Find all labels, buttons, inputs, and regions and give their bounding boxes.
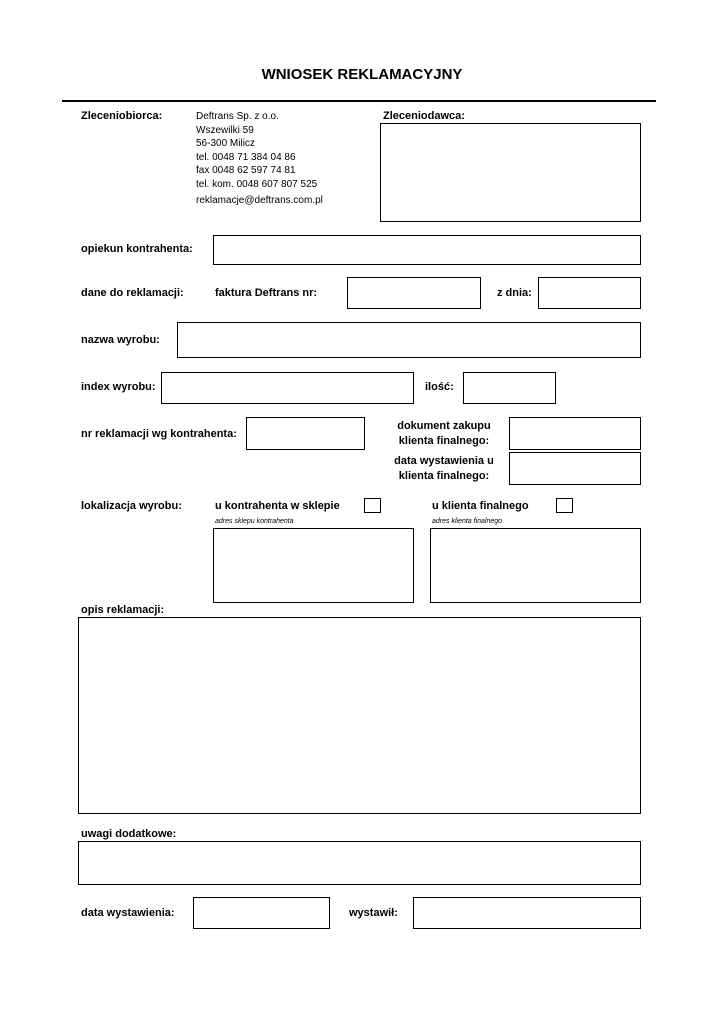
description-field[interactable] [78,617,641,814]
issue-date-field[interactable] [193,897,330,929]
purchase-doc-field[interactable] [509,417,641,450]
contractor-line: tel. kom. 0048 607 807 525 [196,178,318,190]
quantity-label: ilość: [425,381,454,393]
purchase-doc-label [388,419,500,449]
invoice-label: faktura Deftrans nr: [215,287,318,299]
purchase-doc-label-line: klienta finalnego: [398,435,490,447]
final-issue-date-field[interactable] [509,452,641,485]
form-title: WNIOSEK REKLAMACYJNY [261,66,463,83]
contractor-address [196,110,323,207]
final-issue-date-label [388,454,500,484]
final-issue-date-label-line: klienta finalnego: [398,470,490,482]
remarks-label: uwagi dodatkowe: [81,828,177,840]
store-address-field[interactable] [213,528,414,603]
store-address-note: adres sklepu kontrahenta [215,518,294,525]
product-index-label: index wyrobu: [81,381,156,393]
complaint-data-label: dane do reklamacji: [81,287,184,299]
description-label: opis reklamacji: [81,604,165,616]
issue-date-label: data wystawienia: [81,907,175,919]
title-divider [62,100,656,102]
quantity-field[interactable] [463,372,556,404]
contractor-email: reklamacje@deftrans.com.pl [196,194,323,206]
location-final-label: u klienta finalnego [432,500,529,512]
contractor-complaint-label: nr reklamacji wg kontrahenta: [81,428,237,440]
final-issue-date-label-line: data wystawienia u [394,455,494,467]
purchase-doc-label-line: dokument zakupu [397,420,491,432]
final-address-field[interactable] [430,528,641,603]
contractor-line: 56-300 Milicz [196,138,255,150]
contractor-line: Wszewilki 59 [196,124,254,136]
account-manager-field[interactable] [213,235,641,265]
location-store-label: u kontrahenta w sklepie [215,500,340,512]
product-name-field[interactable] [177,322,641,358]
client-label: Zleceniodawca: [383,110,465,122]
account-manager-label: opiekun kontrahenta: [81,243,193,255]
contractor-line: Deftrans Sp. z o.o. [196,111,279,122]
issued-by-field[interactable] [413,897,641,929]
invoice-date-label: z dnia: [497,287,532,299]
location-final-checkbox[interactable] [556,498,573,513]
contractor-label: Zleceniobiorca: [81,110,163,122]
invoice-number-field[interactable] [347,277,481,309]
location-store-checkbox[interactable] [364,498,381,513]
invoice-date-field[interactable] [538,277,641,309]
final-address-note: adres klienta finalnego [432,518,503,525]
issued-by-label: wystawił: [349,907,398,919]
product-index-field[interactable] [161,372,414,404]
location-label: lokalizacja wyrobu: [81,500,182,512]
remarks-field[interactable] [78,841,641,885]
contractor-line: tel. 0048 71 384 04 86 [196,151,296,163]
product-name-label: nazwa wyrobu: [81,334,160,346]
contractor-line: fax 0048 62 597 74 81 [196,165,296,177]
contractor-complaint-field[interactable] [246,417,365,450]
client-field[interactable] [380,123,641,222]
